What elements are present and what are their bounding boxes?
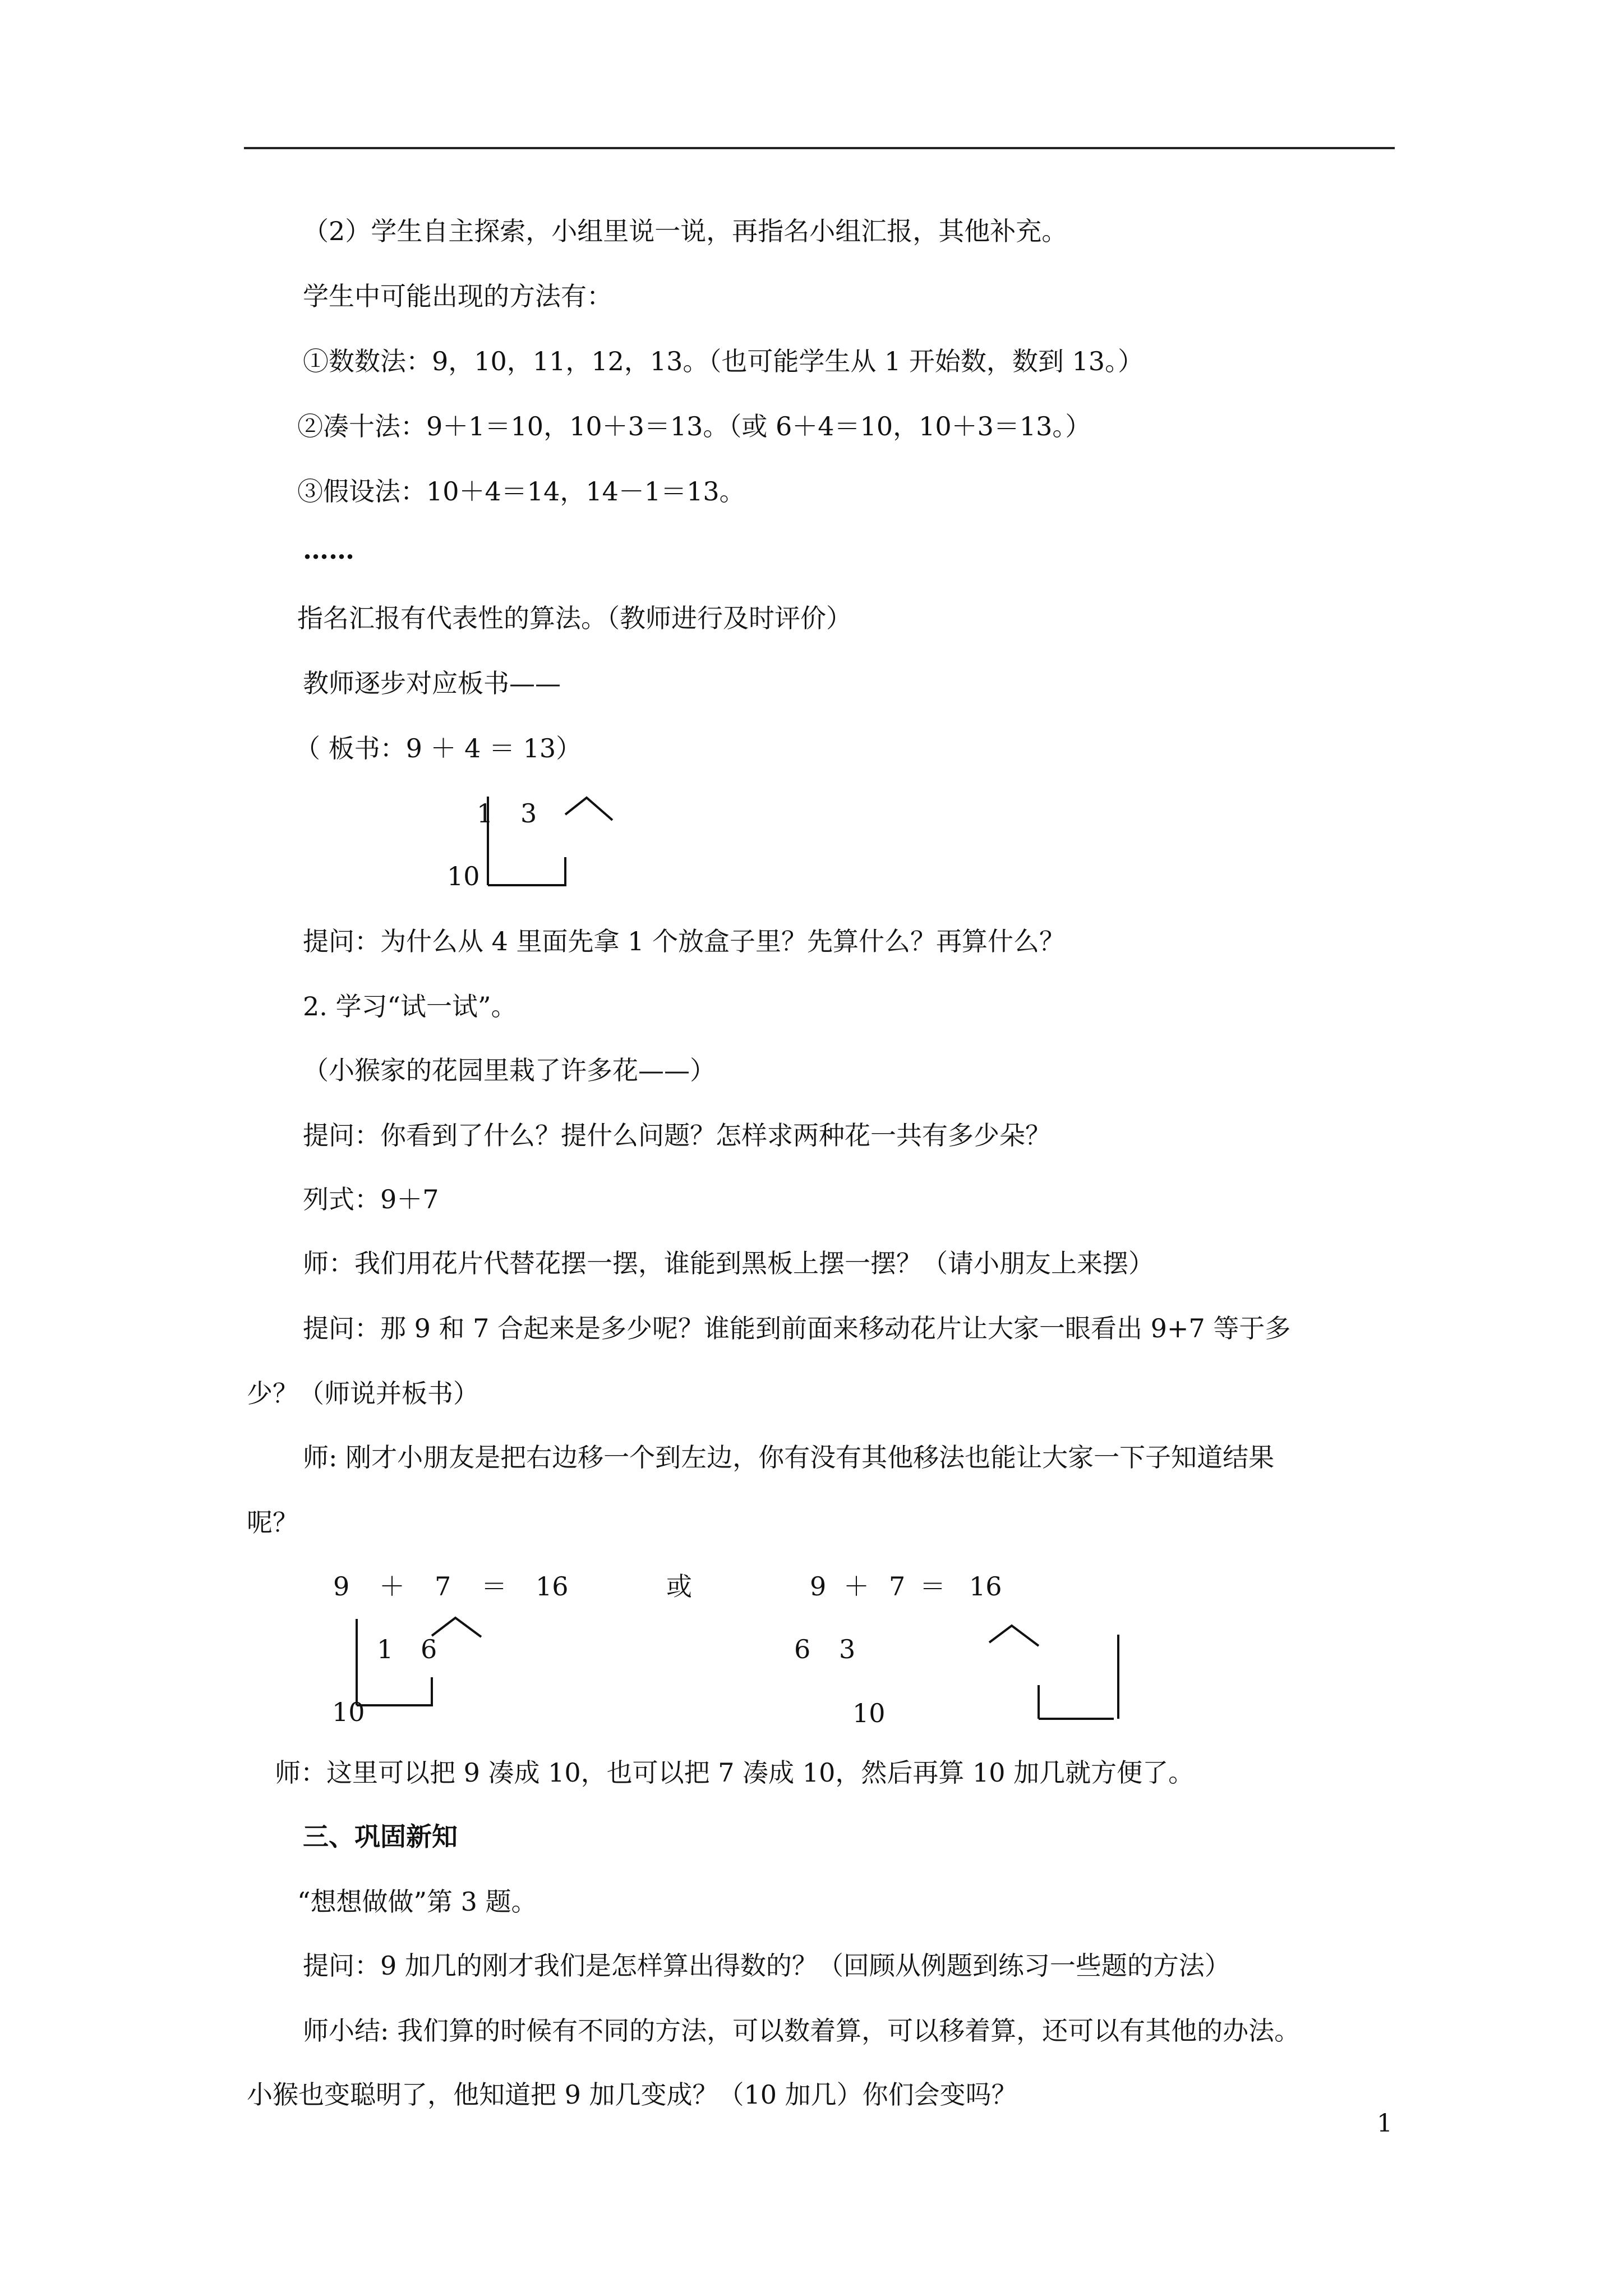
diagram-symbol: ＝ bbox=[920, 1571, 946, 1602]
paragraph-line: 指名汇报有代表性的算法。（教师进行及时评价） bbox=[297, 603, 852, 633]
diagram-number: 6 bbox=[421, 1634, 437, 1664]
paragraph-line: （2）学生自主探索，小组里说一说，再指名小组汇报，其他补充。 bbox=[303, 216, 1068, 246]
diagram-number: 16 bbox=[536, 1571, 569, 1602]
paragraph-line: 少？（师说并板书） bbox=[247, 1378, 479, 1409]
paragraph-line: 提问：那 9 和 7 合起来是多少呢？谁能到前面来移动花片让大家一眼看出 9+7 等于多 bbox=[303, 1313, 1291, 1343]
paragraph-line: 师：我们用花片代替花摆一摆，谁能到黑板上摆一摆？（请小朋友上来摆） bbox=[303, 1248, 1154, 1278]
board-equation: （ 板书：9 ＋ 4 ＝ 13） bbox=[294, 733, 582, 763]
page-number: 1 bbox=[1377, 2109, 1393, 2138]
paragraph-line: 师：这里可以把 9 凑成 10，也可以把 7 凑成 10，然后再算 10 加几就方便了。 bbox=[275, 1757, 1195, 1788]
paragraph-line: （小猴家的花园里栽了许多花——） bbox=[303, 1055, 716, 1085]
diagram-number: 9 bbox=[810, 1571, 827, 1602]
paragraph-line: 提问：为什么从 4 里面先拿 1 个放盒子里？先算什么？再算什么？ bbox=[303, 926, 1066, 956]
diagram-number: 7 bbox=[435, 1571, 451, 1602]
diagram-number: 1 bbox=[477, 798, 494, 829]
diagram-number: 9 bbox=[333, 1571, 350, 1602]
paragraph-line: 2. 学习“试一试”。 bbox=[303, 991, 517, 1022]
section-heading: 三、巩固新知 bbox=[303, 1821, 458, 1852]
paragraph-line: ③假设法：10＋4＝14，14－1＝13。 bbox=[297, 476, 745, 507]
paragraph-line: 学生中可能出现的方法有： bbox=[303, 281, 612, 311]
diagram-symbol: ＝ bbox=[481, 1571, 507, 1602]
diagram-number: 6 bbox=[794, 1634, 811, 1664]
diagram-number: 16 bbox=[969, 1571, 1002, 1602]
or-label: 或 bbox=[666, 1571, 692, 1602]
paragraph-line: 师: 刚才小朋友是把右边移一个到左边，你有没有其他移法也能让大家一下子知道结果 bbox=[303, 1442, 1275, 1473]
paragraph-line: ①数数法：9，10，11，12，13。（也可能学生从 1 开始数，数到 13。） bbox=[303, 346, 1144, 376]
paragraph-line: 提问：你看到了什么？提什么问题？怎样求两种花一共有多少朵？ bbox=[303, 1120, 1051, 1151]
diagram-number: 10 bbox=[332, 1697, 365, 1727]
paragraph-line: 教师逐步对应板书—— bbox=[303, 668, 561, 698]
paragraph-line: 列式：9＋7 bbox=[303, 1184, 439, 1214]
paragraph-line: ②凑十法：9＋1＝10，10＋3＝13。（或 6＋4＝10，10＋3＝13。） bbox=[297, 411, 1091, 441]
paragraph-line: 提问：9 加几的刚才我们是怎样算出得数的？（回顾从例题到练习一些题的方法） bbox=[303, 1950, 1230, 1981]
diagram-number: 3 bbox=[520, 798, 537, 829]
paragraph-line: 呢？ bbox=[247, 1507, 298, 1538]
diagram-symbol: ＋ bbox=[379, 1571, 405, 1602]
diagram-number: 7 bbox=[889, 1571, 906, 1602]
diagram-number: 3 bbox=[839, 1634, 856, 1664]
paragraph-line: 师小结: 我们算的时候有不同的方法，可以数着算，可以移着算，还可以有其他的办法。 bbox=[303, 2016, 1301, 2046]
diagram-number: 1 bbox=[377, 1634, 394, 1664]
ellipsis: …… bbox=[303, 535, 354, 565]
paragraph-line: “想想做做”第 3 题。 bbox=[297, 1887, 537, 1917]
paragraph-line: 小猴也变聪明了，他知道把 9 加几变成？（10 加几）你们会变吗？ bbox=[247, 2079, 1017, 2110]
diagram-number: 10 bbox=[447, 861, 480, 891]
diagram-number: 10 bbox=[852, 1698, 886, 1728]
diagram-symbol: ＋ bbox=[843, 1571, 869, 1602]
